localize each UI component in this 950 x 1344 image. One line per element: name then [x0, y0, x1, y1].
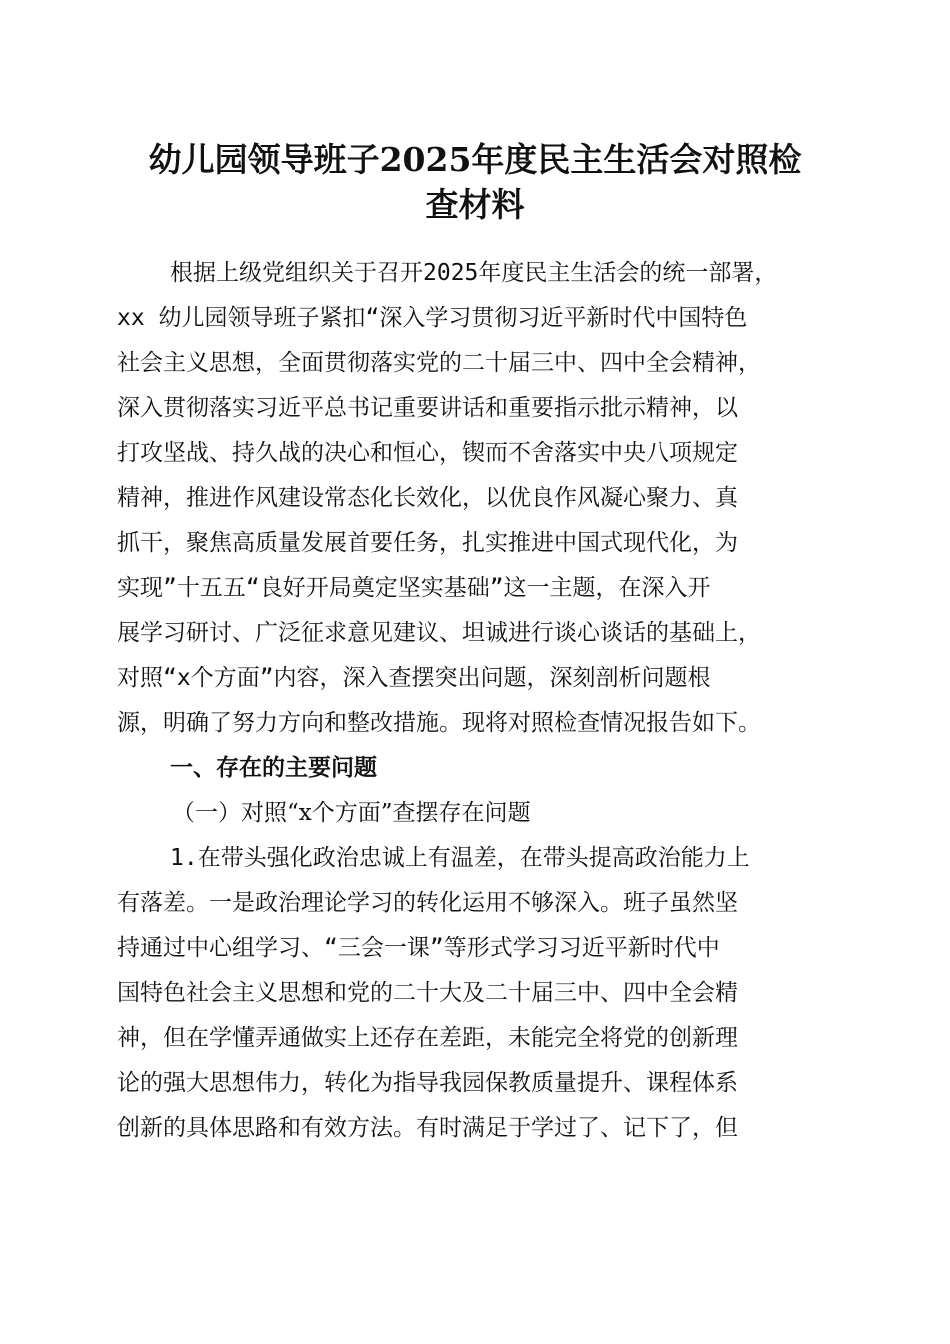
item-line: 1.在带头强化政治忠诚上有温差，在带头提高政治能力上: [170, 845, 750, 871]
document-title-line-2: 查材料: [425, 185, 525, 224]
item-line: 有落差。一是政治理论学习的转化运用不够深入。班子虽然坚: [117, 890, 738, 916]
intro-line: 精神，推进作风建设常态化长效化，以优良作风凝心聚力、真: [117, 485, 738, 511]
item-line: 创新的具体思路和有效方法。有时满足于学过了、记下了，但: [117, 1115, 738, 1141]
intro-line: xx 幼儿园领导班子紧扣“深入学习贯彻习近平新时代中国特色: [117, 305, 748, 331]
intro-line: 社会主义思想，全面贯彻落实党的二十届三中、四中全会精神，: [117, 350, 761, 376]
subsection-heading: （一）对照“x个方面”查摆存在问题: [172, 800, 531, 826]
item-line: 论的强大思想伟力，转化为指导我园保教质量提升、课程体系: [117, 1070, 738, 1096]
intro-line: 展学习研讨、广泛征求意见建议、坦诚进行谈心谈话的基础上，: [117, 620, 761, 646]
intro-line: 打攻坚战、持久战的决心和恒心，锲而不舍落实中央八项规定: [117, 440, 738, 466]
intro-line: 实现”十五五“良好开局奠定坚实基础”这一主题，在深入开: [117, 575, 711, 601]
intro-line: 根据上级党组织关于召开2025年度民主生活会的统一部署，: [170, 260, 778, 286]
document-title-line-1: 幼儿园领导班子2025年度民主生活会对照检: [148, 140, 802, 179]
intro-line: 源，明确了努力方向和整改措施。现将对照检查情况报告如下。: [117, 710, 761, 736]
intro-line: 深入贯彻落实习近平总书记重要讲话和重要指示批示精神，以: [117, 395, 738, 421]
intro-line: 抓干，聚焦高质量发展首要任务，扎实推进中国式现代化，为: [117, 530, 738, 556]
intro-line: 对照“x个方面”内容，深入查摆突出问题，深刻剖析问题根: [117, 665, 711, 691]
item-line: 国特色社会主义思想和党的二十大及二十届三中、四中全会精: [117, 980, 738, 1006]
section-heading: 一、存在的主要问题: [170, 755, 377, 781]
item-line: 持通过中心组学习、“三会一课”等形式学习习近平新时代中: [117, 935, 720, 961]
item-line: 神，但在学懂弄通做实上还存在差距，未能完全将党的创新理: [117, 1025, 738, 1051]
